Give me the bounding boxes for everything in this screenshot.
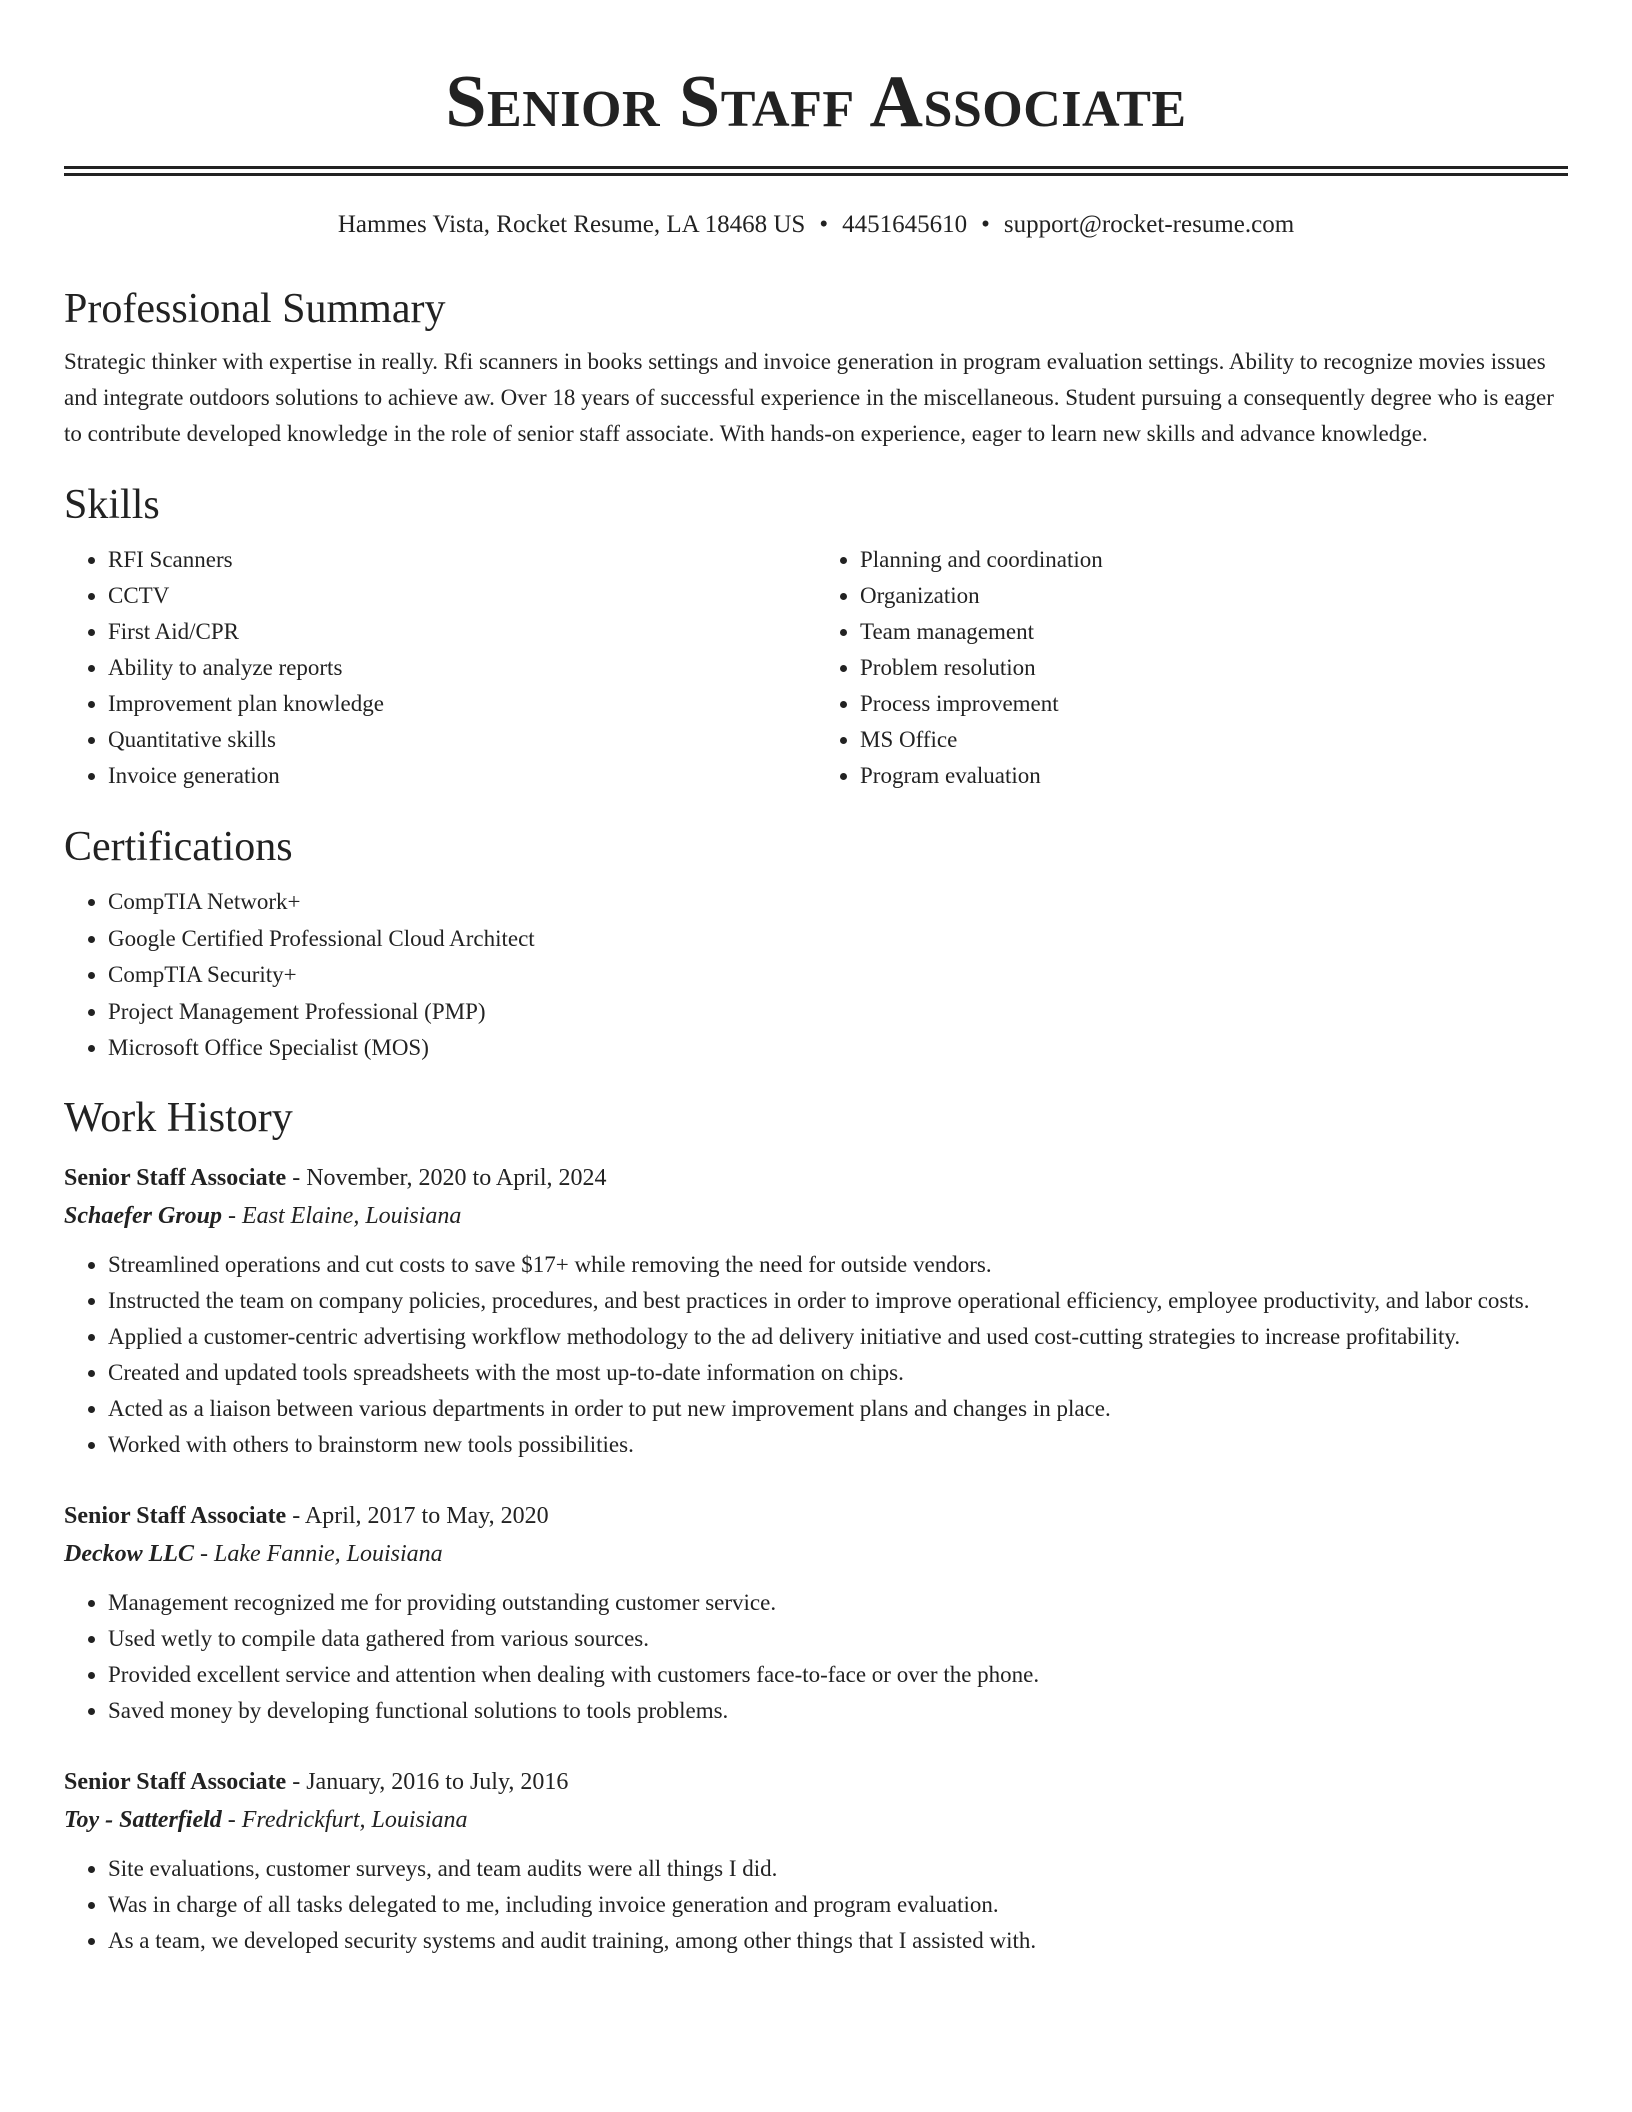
contact-line	[64, 210, 1568, 240]
skill-item: • Planning and coordination	[860, 542, 1568, 578]
job-company-line	[64, 1801, 1568, 1839]
skills-list-right	[816, 542, 1568, 794]
resume-name: Senior Staff Associate	[445, 61, 1187, 143]
skill-item: • MS Office	[860, 722, 1568, 758]
skills-columns	[64, 542, 1568, 794]
skill-item: • Problem resolution	[860, 650, 1568, 686]
job-title: Senior Staff Associate	[64, 1164, 287, 1191]
job-title-line	[64, 1497, 1568, 1535]
job-bullet: • Acted as a liaison between various departments in order to put new improvement plans and changes in place.	[108, 1391, 1568, 1427]
job-bullet: • Streamlined operations and cut costs to save $17+ while removing the need for outside vendors.	[108, 1247, 1568, 1283]
job-bullets	[64, 1585, 1568, 1729]
job-entry	[64, 1763, 1568, 1959]
summary-text: Strategic thinker with expertise in really. Rfi scanners in books settings and invoice generation in program evaluation settings. Ability to recognize movies issues and integrate outdoors solutions to achieve aw. Over 18 years of successful experience in the miscellaneous. Student pursuing a consequently degree who is eager to contribute developed knowledge in the role of senior staff associate. With hands-on experience, eager to learn new skills and advance knowledge.	[64, 349, 1554, 446]
job-entry	[64, 1497, 1568, 1729]
section-heading-work-history: Work History	[64, 1094, 293, 1141]
certification-item: • Project Management Professional (PMP)	[108, 994, 1568, 1031]
job-title: Senior Staff Associate	[64, 1768, 287, 1795]
resume-page	[64, 0, 1568, 1959]
job-title-line	[64, 1159, 1568, 1197]
job-location: - East Elaine, Louisiana	[222, 1202, 462, 1229]
skill-item: • Organization	[860, 578, 1568, 614]
job-bullet: • Instructed the team on company policies, procedures, and best practices in order to improve operational efficiency, employee productivity, and labor costs.	[108, 1283, 1568, 1319]
job-entry	[64, 1159, 1568, 1463]
section-heading-skills: Skills	[64, 482, 160, 528]
job-dates: - January, 2016 to July, 2016	[286, 1768, 569, 1795]
contact-separator: •	[819, 211, 829, 238]
contact-address: Hammes Vista, Rocket Resume, LA 18468 US	[337, 211, 806, 238]
section-heading-summary: Professional Summary	[64, 286, 446, 332]
skills-list-left	[64, 542, 816, 794]
job-bullet: • Management recognized me for providing outstanding customer service.	[108, 1585, 1568, 1621]
contact-email: support@rocket-resume.com	[1003, 211, 1295, 238]
job-company: Toy - Satterfield	[64, 1806, 222, 1833]
contact-phone: 4451645610	[842, 211, 968, 238]
skill-item: • RFI Scanners	[108, 542, 816, 578]
job-dates: - April, 2017 to May, 2020	[286, 1502, 549, 1529]
job-location: - Lake Fannie, Louisiana	[193, 1540, 443, 1567]
job-company: Deckow LLC	[64, 1540, 194, 1567]
job-bullet: • Provided excellent service and attention when dealing with customers face-to-face or over the phone.	[108, 1657, 1568, 1693]
skill-item: • Improvement plan knowledge	[108, 686, 816, 722]
certification-item: • Google Certified Professional Cloud Architect	[108, 921, 1568, 958]
header-double-rule	[64, 166, 1568, 176]
job-bullet: • Worked with others to brainstorm new tools possibilities.	[108, 1427, 1568, 1463]
job-bullet: • Applied a customer-centric advertising workflow methodology to the ad delivery initiative and used cost-cutting strategies to increase profitability.	[108, 1319, 1568, 1355]
certification-item: • CompTIA Security+	[108, 957, 1568, 994]
job-company: Schaefer Group	[64, 1202, 223, 1229]
job-bullets	[64, 1851, 1568, 1959]
skill-item: • Ability to analyze reports	[108, 650, 816, 686]
job-bullets	[64, 1247, 1568, 1463]
skill-item: • Invoice generation	[108, 758, 816, 794]
skill-item: • CCTV	[108, 578, 816, 614]
certifications-list	[64, 884, 1568, 1067]
section-heading-certifications: Certifications	[64, 824, 293, 870]
job-bullet: • Used wetly to compile data gathered from various sources.	[108, 1621, 1568, 1657]
skill-item: • Team management	[860, 614, 1568, 650]
skill-item: • Process improvement	[860, 686, 1568, 722]
job-company-line	[64, 1197, 1568, 1235]
contact-separator: •	[981, 211, 990, 238]
certification-item: • Microsoft Office Specialist (MOS)	[108, 1030, 1568, 1067]
job-dates: - November, 2020 to April, 2024	[286, 1164, 607, 1191]
job-title: Senior Staff Associate	[64, 1502, 287, 1529]
job-title-line	[64, 1763, 1568, 1801]
job-bullet: • Created and updated tools spreadsheets with the most up-to-date information on chips.	[108, 1355, 1568, 1391]
skill-item: • Quantitative skills	[108, 722, 816, 758]
job-company-line	[64, 1535, 1568, 1573]
job-bullet: • Was in charge of all tasks delegated to me, including invoice generation and program evaluation.	[108, 1887, 1568, 1923]
job-location: - Fredrickfurt, Louisiana	[221, 1806, 468, 1833]
job-bullet: • As a team, we developed security systems and audit training, among other things that I assisted with.	[108, 1923, 1568, 1959]
certification-item: • CompTIA Network+	[108, 884, 1568, 921]
skill-item: • Program evaluation	[860, 758, 1568, 794]
skill-item: • First Aid/CPR	[108, 614, 816, 650]
job-bullet: • Site evaluations, customer surveys, and team audits were all things I did.	[108, 1851, 1568, 1887]
job-bullet: • Saved money by developing functional solutions to tools problems.	[108, 1693, 1568, 1729]
